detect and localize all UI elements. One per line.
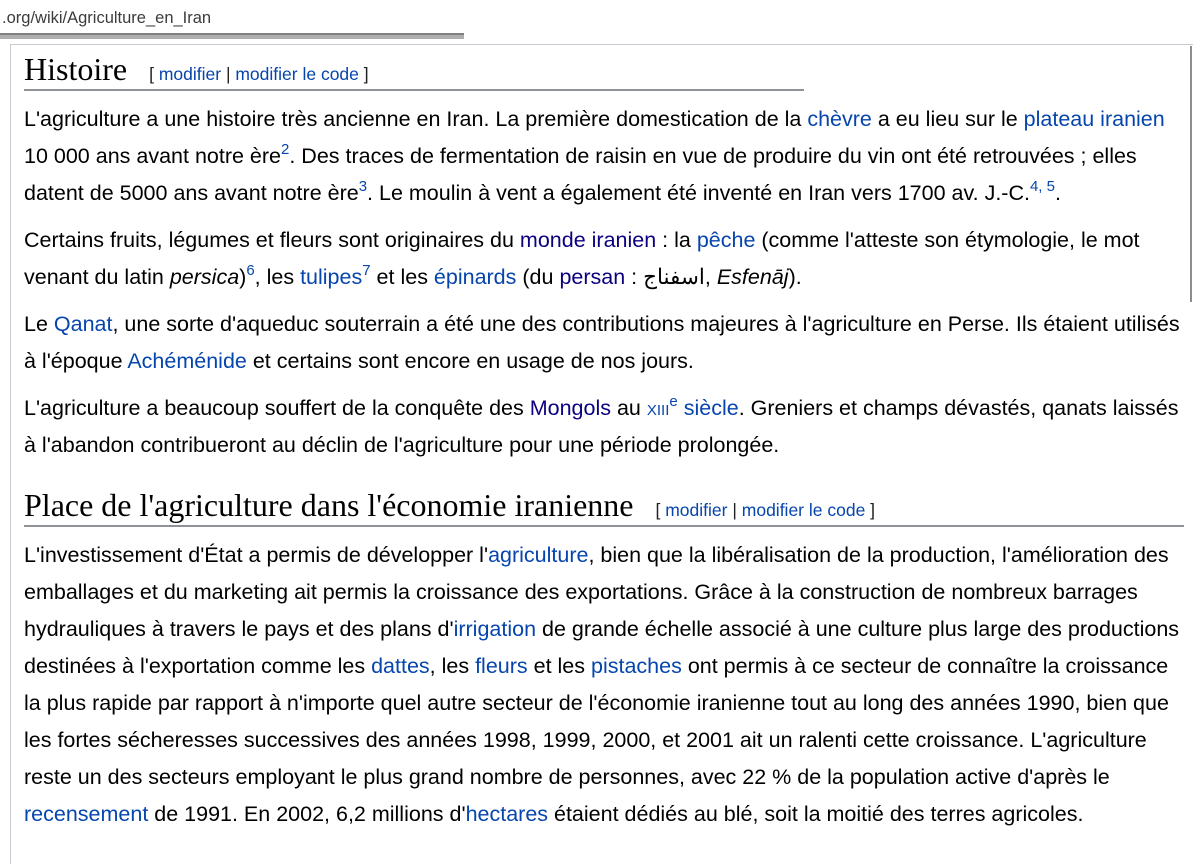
pipe-separator: | — [221, 64, 236, 84]
edit-code-link[interactable]: modifier le code — [235, 64, 359, 84]
text-run: . Le moulin à vent a également été inventé en Iran vers 1700 av. J.-C. — [367, 181, 1030, 205]
wiki-link[interactable]: chèvre — [807, 107, 872, 131]
url-domain: .org — [2, 9, 31, 27]
text-run: a eu lieu sur le — [871, 107, 1024, 131]
text-run: (comme l'atteste son étymologie, le mot venant du latin — [24, 228, 1140, 289]
text-run: . Greniers et champs dévastés, qanats laissés à l'abandon contribueront au déclin de l'agriculture pour une période prolongée. — [24, 396, 1179, 457]
wiki-link[interactable]: Achéménide — [127, 349, 247, 373]
bracket-close: ] — [865, 500, 876, 520]
wiki-link[interactable]: hectares — [465, 802, 549, 826]
text-run: et les — [370, 265, 434, 289]
article-content — [10, 44, 1193, 864]
superscript: 6 — [246, 262, 255, 279]
heading-row — [24, 486, 1193, 524]
paragraph — [24, 390, 1180, 464]
wiki-link[interactable]: plateau iranien — [1023, 107, 1165, 131]
wiki-link[interactable]: épinards — [433, 265, 517, 289]
address-bar[interactable] — [2, 9, 211, 28]
text-run: , une sorte d'aqueduc souterrain a été une des contributions majeures à l'agriculture en Perse. Ils étaient utilisés à l'époque — [24, 312, 1180, 373]
text-run: . Des traces de fermentation de raisin en vue de produire du vin ont été retrouvées ; elles datent de 5000 ans avant notre ère — [24, 144, 1137, 205]
text-run: L'agriculture a beaucoup souffert de la conquête des — [24, 396, 530, 420]
edit-link[interactable]: modifier — [158, 64, 222, 84]
wiki-link[interactable]: recensement — [24, 802, 149, 826]
text-run: ont permis à ce secteur de connaître la croissance la plus rapide par rapport à n'importe quel autre secteur de l'économie iranienne tout au long des années 1990, bien que les fortes sécheresses successives des années 1998, 1999, 2000, et 2001 ait un ralenti cette croissance. L'agriculture reste un des secteurs employant le plus grand nombre de personnes, avec 22 % de la population active d'après le — [24, 654, 1169, 789]
wiki-link[interactable]: tulipes — [300, 265, 363, 289]
reference-link[interactable] — [246, 262, 255, 289]
pipe-separator: | — [727, 500, 742, 520]
edit-code-link[interactable]: modifier le code — [741, 500, 866, 520]
wiki-link[interactable]: fleurs — [475, 654, 528, 678]
paragraph — [24, 306, 1180, 380]
heading-rule — [24, 89, 804, 91]
heading-rule — [24, 525, 1184, 527]
edit-link[interactable]: modifier — [665, 500, 728, 520]
text-run: , les — [254, 265, 301, 289]
text-run: étaient dédiés au blé, soit la moitié des terres agricoles. — [548, 802, 1084, 826]
reference-link[interactable] — [362, 262, 371, 289]
text-run: Certains fruits, légumes et fleurs sont originaires du — [24, 228, 520, 252]
superscript: e — [669, 393, 678, 410]
edit-links — [656, 500, 876, 521]
text-run: et certains sont encore en usage de nos jours. — [246, 349, 694, 373]
text-run: L'agriculture a une histoire très ancienne en Iran. La première domestication de la — [24, 107, 808, 131]
toolbar-bottom-edge — [0, 33, 464, 39]
text-run: de grande échelle associé à une culture plus large des productions destinées à l'exportation comme les — [24, 617, 1180, 678]
superscript: 2 — [281, 141, 290, 158]
wiki-link[interactable]: xiii — [646, 396, 670, 420]
text-run: Le — [24, 312, 54, 336]
edit-links — [149, 64, 369, 85]
text-run: : la — [656, 228, 697, 252]
reference-link[interactable] — [358, 178, 368, 205]
section-heading: Histoire — [24, 51, 128, 87]
bracket-open: [ — [149, 64, 159, 84]
superscript: 4, 5 — [1029, 178, 1055, 195]
wiki-link[interactable]: monde iranien — [519, 228, 657, 252]
section-heading: Place de l'agriculture dans l'économie iranienne — [24, 487, 634, 523]
text-run: 10 000 ans avant notre ère — [24, 144, 281, 168]
text-run: ) — [239, 265, 247, 289]
bracket-open: [ — [655, 500, 666, 520]
wiki-link[interactable]: agriculture — [488, 543, 589, 567]
superscript: 7 — [362, 262, 371, 279]
superscript: 3 — [358, 178, 368, 195]
wiki-link[interactable]: irrigation — [453, 617, 537, 641]
bracket-close: ] — [358, 64, 369, 84]
text-run: de 1991. En 2002, 6,2 millions d' — [148, 802, 466, 826]
reference-link[interactable] — [669, 393, 678, 420]
text-run: , les — [429, 654, 476, 678]
url-path: /wiki/Agriculture_en_Iran — [30, 9, 212, 27]
wiki-link[interactable]: pistaches — [591, 654, 682, 678]
reference-link[interactable] — [1029, 178, 1055, 205]
text-run: et les — [527, 654, 591, 678]
text-run: (du — [516, 265, 560, 289]
text-run: Esfenāj — [716, 265, 789, 289]
paragraph — [24, 222, 1180, 296]
text-run: . — [1054, 181, 1061, 205]
text-run: , bien que la libéralisation de la production, l'amélioration des emballages et du marketing ait permis la croissance des exportations. Grâce à la construction de nombreux barrages hydrauliques à travers le pays et des plans d' — [24, 543, 1169, 641]
section-place-agriculture — [24, 486, 1193, 833]
text-run: ). — [788, 265, 802, 289]
heading-row — [24, 50, 1193, 88]
text-run: persica — [169, 265, 240, 289]
wiki-link[interactable]: dattes — [371, 654, 430, 678]
wiki-link[interactable]: Mongols — [529, 396, 611, 420]
text-run: L'investissement d'État a permis de développer l' — [24, 543, 489, 567]
text-run: : اسفناج, — [625, 265, 717, 289]
wiki-link[interactable]: persan — [559, 265, 626, 289]
paragraph — [24, 537, 1180, 833]
section-histoire — [24, 50, 1193, 464]
paragraph — [24, 101, 1180, 212]
wiki-link[interactable]: siècle — [677, 396, 739, 420]
text-run: au — [611, 396, 647, 420]
wiki-link[interactable]: Qanat — [53, 312, 113, 336]
wiki-link[interactable]: pêche — [696, 228, 756, 252]
